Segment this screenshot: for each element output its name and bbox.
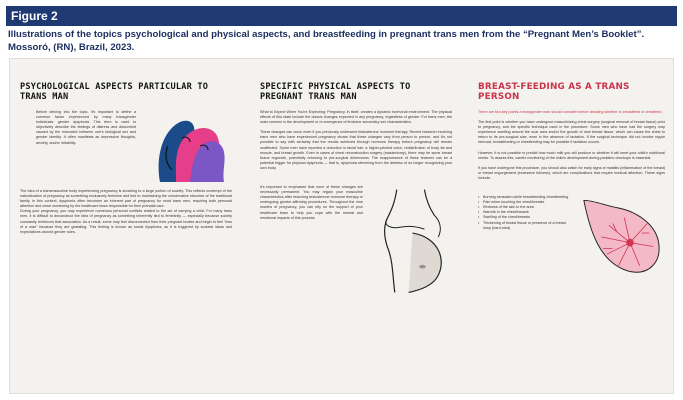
figure-label: Figure 2 [6,6,677,26]
list-item: • Swelling of the chest/breasts [478,215,572,220]
breastfeeding-paragraph-2: However, it is not possible to predict how much milk you will produce or whether it will meet your child's nutritional needs. To assess this, careful monitoring of the child's development during pediatric checkups is essential. [478,150,665,160]
list-item: • Redness of the skin in the area [478,205,572,210]
physical-intro-heading: What to Expect When You're Expecting: [260,110,326,114]
list-item: • Thickening of breast tissue or presence of a breast lump (hard area) [478,221,572,231]
physical-red-heading: These changes can occur even if you previously underwent testosterone hormone therapy. [260,130,409,135]
psychological-paragraph-2: The idea of a transmasculine body experiencing pregnancy is shocking to a large portion of society. This reflects contempt of the naturalization of pregnancy as something exclusively feminine and tied to maintaining the conservative structure of the traditional family. In this context, dysphoria often becomes an inherent part of pregnancy for most trans men, requiring both personal attention and close monitoring by the healthcare team responsible for their prenatal care. [20,189,232,209]
breastfeeding-paragraph-3: If you have undergone this procedure, you should also watch for early signs of mastitis (inflammation of the breast) or breast engorgement (excessive fullness), which are complications that require medical attention. These signs include: [478,165,665,180]
physical-paragraph-2-text: Recent research involving trans men who have experienced pregnancy shows that these changes vary from person to person, and it's not possible to say with certainty that the results achieved through hormone therapy before pregnancy will remain unaffected. Some men have reported a reduction in facial hair, a higher-pitched voice, redistribution of body fat and muscle, and breast growth. Even in cases of chest reconstruction surgery (mastectomy), there may be some breast tissue regrowth, potentially returning to pre-surgical dimensions. The reappearance of these features can be a potential trigger for physical dysphoria — that is, dysphoria stemming from the distress of no longer recognizing your own body. [260,130,452,170]
inflamed-breast-illustration [580,189,665,279]
physical-intro [260,110,452,125]
psychological-intro-text: Before delving into the topic, it's important to define a common factor experienced by many transgender individuals: gender dysphoria. This term is used to objectively describe the feelings of distress and discomfort caused by the mismatch between one's biological sex and gender identity. It often manifests as depressive thoughts, anxiety, and/or irritability. [36,110,136,145]
mastitis-signs-list [478,195,572,279]
page-breastfeeding [468,59,675,395]
page-title-breastfeeding: BREAST-FEEDING AS A TRANS PERSON [478,82,630,102]
page-title-psychological: PSYCHOLOGICAL ASPECTS PARTICULAR TO TRANS MAN [20,82,209,102]
list-item: • Warmth in the chest/breasts [478,210,572,215]
page-title-physical: SPECIFIC PHYSICAL ASPECTS TO PREGNANT TRANS MAN [260,82,411,102]
list-item: • Pain when touching the chest/breasts [478,200,572,205]
page-physical-aspects [250,59,462,395]
physical-paragraph-2 [260,130,452,171]
psychological-paragraph-3: During your pregnancy, you may experience numerous personal conflicts related to the act of carrying a child. For many trans men, it is difficult to deconstruct the idea of pregnancy as something inherently tied to femininity — especially because society constantly reinforces that association. As a result, some may feel disconnected from their pregnant bodies and begin to feel "less of a man" because they are gestating. This feeling is known as social dysphoria, as it is triggered by societal ideas and expectations around gender roles. [20,209,232,234]
faces-illustration [146,112,232,184]
breastfeeding-red-intro: There are two key points a transgender man should consider before deciding whether to breastfeed or chestfeed. [478,110,663,114]
physical-paragraph-3: It's important to emphasize that none of these changes are necessarily permanent. You may regain your masculine characteristics after resuming testosterone hormone therapy or undergoing gender-affirming procedures. Throughout the nine months of pregnancy, you can rely on the support of your healthcare team to help you cope with the mental and emotional impacts of this process. [260,185,363,220]
figure-caption: Illustrations of the topics psychological and physical aspects, and breastfeeding in pregnant trans men from the “Pregnant Men’s Booklet”. Mossoró, (RN), Brazil, 2023. [8,29,645,53]
breastfeeding-paragraph-1: The first point is whether you have undergone masculinizing chest surgery (surgical removal of breast tissue) prior to pregnancy, and the specific technique used in the procedure. Some men who have had the surgery may experience swelling around the scar area and/or the growth of new breast tissue, which can cause the chest to return to its pre-surgical size, even in the absence of lactation. If the surgical technique did not involve nipple removal, breastfeeding or chestfeeding may be possible if lactation occurs. [478,120,665,145]
booklet-figure [9,58,674,394]
list-item: • Burning sensation while breastfeeding /chestfeeding [478,195,572,200]
physical-intro-text: Pregnancy, in itself, creates a dynamic hormonal environment. The physical effects of this state include the classic changes expected in any pregnancy, regardless of gender. For trans men, the main concern is the development or re-emergence of feminine secondary sex characteristics. [260,110,452,125]
page-psychological-aspects [10,59,242,395]
pregnant-torso-illustration [373,185,452,295]
